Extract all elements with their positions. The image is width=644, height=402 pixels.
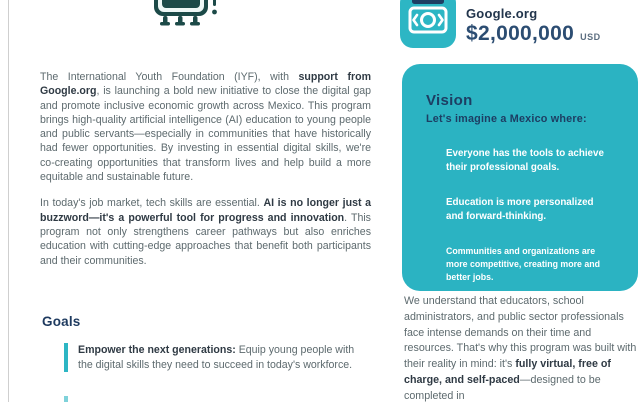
page-edge-line	[8, 0, 9, 402]
p1-text-cont: , is launching a bold new initiative to close the digital gap and promote inclusive economic growth across Mexico. This program brings high-quality artificial intelligence (AI) education to young people and public servants—especially in communities that have historically had fewer opportunities. By investing in essential digital skills, we're co-creating opportunities that transform lives and help build a more equitable and sustainable future.	[40, 85, 371, 184]
rp-bold-text: fully virtual, free of charge, and self-paced	[404, 358, 611, 386]
rp-text-cont: —designed to be completed in	[404, 373, 601, 402]
p1-bold-text: support from Google.org	[40, 71, 371, 98]
funder-name: Google.org	[466, 6, 538, 21]
program-format-paragraph	[404, 294, 638, 402]
vision-subheading: Let's imagine a Mexico where:	[426, 113, 587, 125]
intro-section	[40, 70, 371, 280]
microchip-icon	[146, 0, 226, 28]
funding-currency: USD	[580, 32, 601, 42]
goal-1-text: Equip young people with the digital skills they need to succeed in today's workforce.	[78, 344, 355, 371]
goals-heading: Goals	[42, 314, 81, 329]
p2-bold-text: AI is no longer just a buzzword—it's a powerful tool for progress and innovation	[40, 197, 371, 224]
rp-text: We understand that educators, school administrators, and public sector professionals face intense demands on their time and resources. That's why this program was built with their reality in mind: it's	[404, 295, 637, 371]
intro-paragraph-2	[40, 196, 371, 267]
money-banknote-icon	[400, 0, 456, 48]
funding-block	[400, 0, 601, 48]
p1-text: The International Youth Foundation (IYF), with	[40, 71, 299, 83]
funding-text	[466, 0, 601, 46]
vision-list	[426, 147, 614, 284]
goal-item-1	[64, 343, 360, 372]
p2-text: In today's job market, tech skills are essential.	[40, 197, 264, 210]
funding-amount: $2,000,000	[466, 22, 575, 45]
goal-item-2-stub	[64, 396, 68, 402]
goal-1-bold: Empower the next generations:	[78, 344, 236, 356]
vision-item-1: Everyone has the tools to achieve their professional goals.	[446, 148, 604, 173]
goals-section	[42, 314, 372, 372]
vision-heading: Vision	[426, 92, 473, 109]
vision-item-3: Communities and organizations are more competitive, creating more and better jobs.	[446, 246, 600, 282]
vision-item-2: Education is more personalized and forward-thinking.	[446, 197, 594, 222]
p2-text-cont: . This program not only strengthens career pathways but also enriches education with cutting-edge approaches that benefit both participants and their communities.	[40, 211, 371, 267]
intro-paragraph-1	[40, 70, 371, 184]
vision-card	[402, 64, 638, 291]
